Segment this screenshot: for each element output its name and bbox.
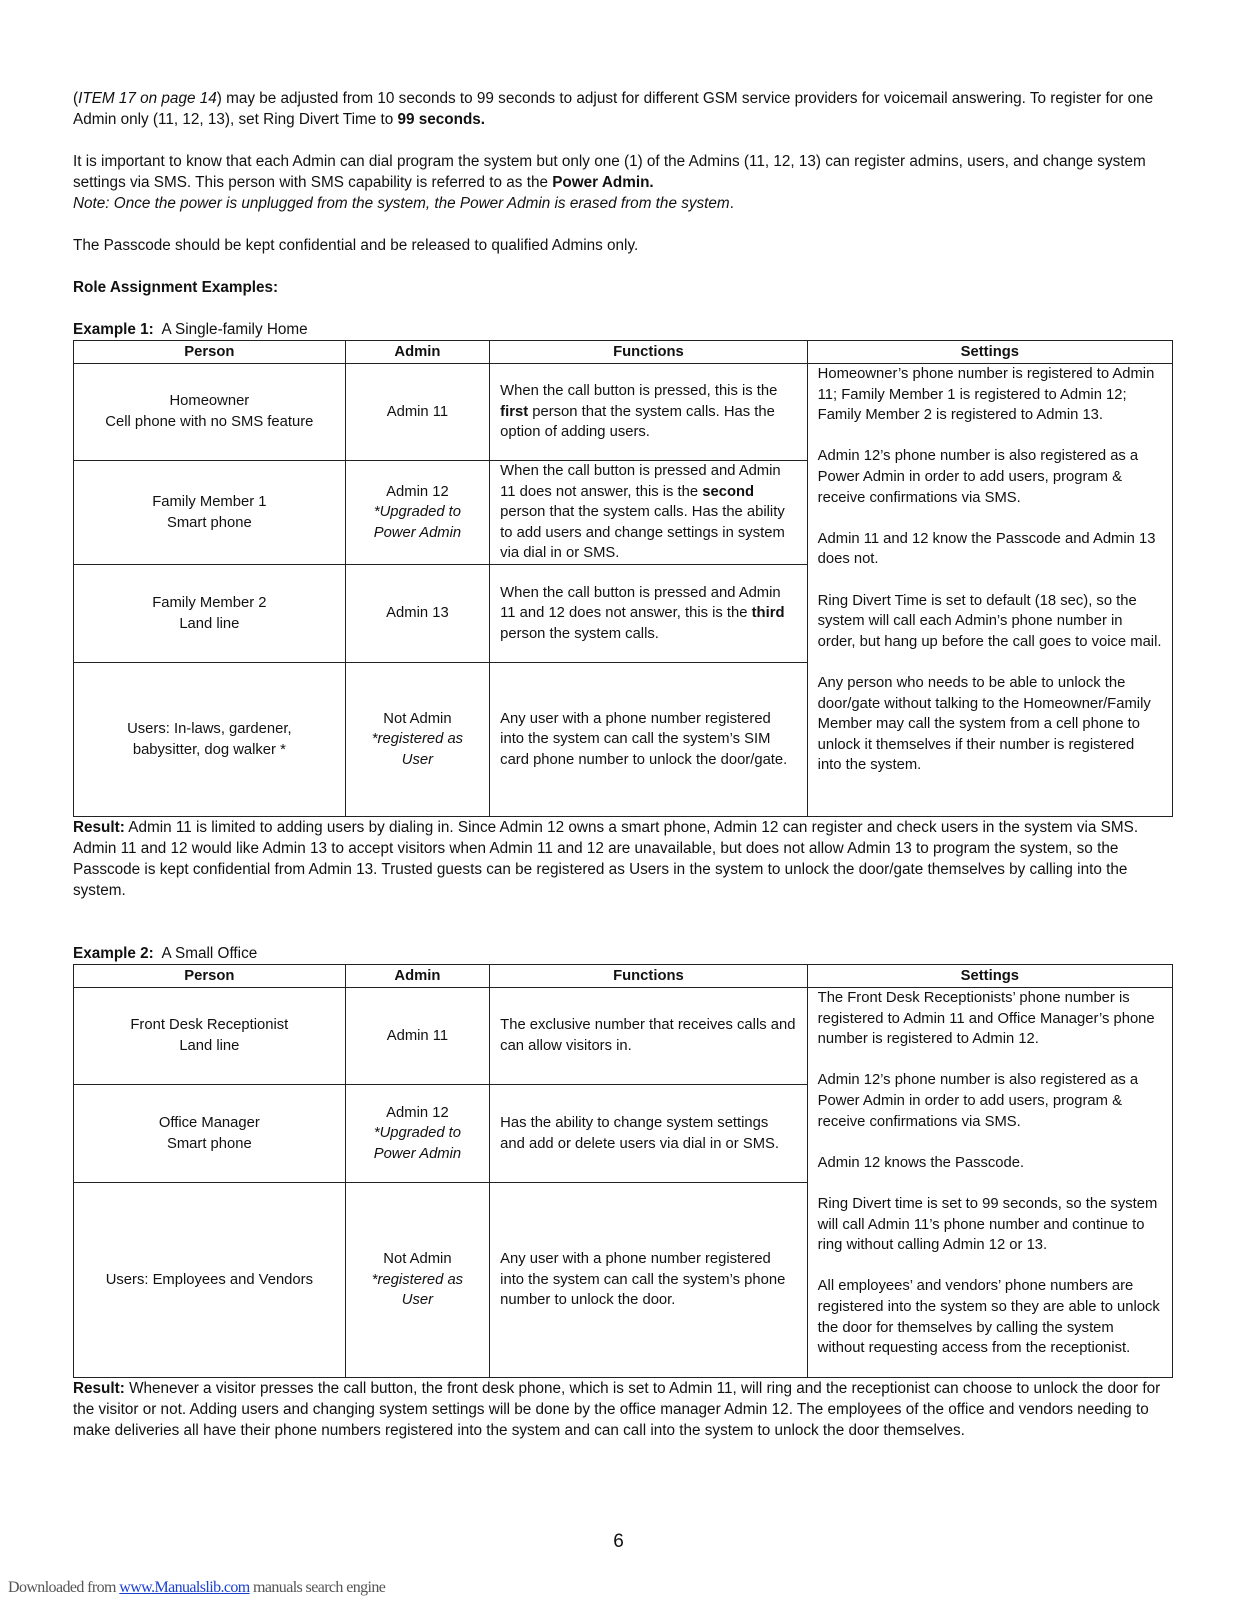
person-cell: Homeowner Cell phone with no SMS feature bbox=[74, 364, 346, 461]
example-2-result: Result: Whenever a visitor presses the call button, the front desk phone, which is set to Admin 11, will ring and the receptionist can choose to unlock the door for the visitor or not. Adding users and changing system settings will be done by the office manager Admin 12. The employees of the office and vendors needing to make deliveries all have their phone numbers registered into the system and can call into the system to unlock the door themselves. bbox=[73, 1380, 1161, 1439]
table-header-row bbox=[74, 965, 1173, 988]
person-cell: Front Desk Receptionist Land line bbox=[74, 988, 346, 1085]
admin-cell: Not Admin *registered as User bbox=[345, 1183, 489, 1378]
person-cell: Family Member 1 Smart phone bbox=[74, 461, 346, 565]
person-cell: Family Member 2 Land line bbox=[74, 565, 346, 663]
header-functions: Functions bbox=[490, 965, 807, 988]
download-footer: Downloaded from www.Manualslib.com manuals search engine bbox=[8, 1579, 386, 1596]
example-1-result: Result: Admin 11 is limited to adding users by dialing in. Since Admin 12 owns a smart phone, Admin 12 can register and check users in the system via SMS. Admin 11 and 12 would like Admin 13 to accept visitors when Admin 11 and 12 are unavailable, but does not allow Admin 13 to program the system, so the Passcode is kept confidential from Admin 13. Trusted guests can be registered as Users in the system to unlock the door/gate themselves by calling into the system. bbox=[73, 819, 1139, 899]
document-page bbox=[73, 88, 1168, 1441]
functions-cell: Has the ability to change system settings and add or delete users via dial in or SMS. bbox=[490, 1085, 807, 1183]
page-number: 6 bbox=[613, 1531, 624, 1552]
section-heading: Role Assignment Examples: bbox=[73, 279, 279, 296]
item-reference: ITEM 17 on page 14 bbox=[78, 90, 217, 107]
functions-cell: The exclusive number that receives calls and can allow visitors in. bbox=[490, 988, 807, 1085]
person-cell: Users: Employees and Vendors bbox=[74, 1183, 346, 1378]
admin-cell: Not Admin *registered as User bbox=[345, 663, 489, 817]
header-settings: Settings bbox=[807, 965, 1172, 988]
intro-paragraph-2: It is important to know that each Admin can dial program the system but only one (1) of the Admins (11, 12, 13) can register admins, users, and change system settings via SMS. This person with SMS capability is referred to as the Power Admin. bbox=[73, 153, 1146, 191]
functions-cell: When the call button is pressed and Admin 11 does not answer, this is the second person that the system calls. Has the ability to add users and change settings in system via dial in or SMS. bbox=[490, 461, 807, 565]
functions-cell: Any user with a phone number registered into the system can call the system’s SIM card phone number to unlock the door/gate. bbox=[490, 663, 807, 817]
table-header-row bbox=[74, 341, 1173, 364]
functions-cell: When the call button is pressed, this is the first person that the system calls. Has the option of adding users. bbox=[490, 364, 807, 461]
header-functions: Functions bbox=[490, 341, 807, 364]
settings-cell: Homeowner’s phone number is registered to Admin 11; Family Member 1 is registered to Admin 12; Family Member 2 is registered to Admin 13. Admin 12’s phone number is also registered as a Power Admin in order to add users, program & receive confirmations via SMS. Admin 11 and 12 know the Passcode and Admin 13 does not. Ring Divert Time is set to default (18 sec), so the system will call each Admin’s phone number in order, but hang up before the call goes to voice mail. Any person who needs to be able to unlock the door/gate without talking to the Homeowner/Family Member may call the system from a cell phone to unlock it themselves if their number is registered into the system. bbox=[807, 364, 1172, 817]
example-2-caption: Example 2: A Small Office bbox=[73, 945, 258, 962]
manualslib-link[interactable]: www.Manualslib.com bbox=[119, 1579, 250, 1596]
example-2-table bbox=[73, 964, 1173, 1378]
example-1-table bbox=[73, 340, 1173, 817]
power-admin-note: Note: Once the power is unplugged from the system, the Power Admin is erased from the system. bbox=[73, 195, 734, 212]
header-admin: Admin bbox=[345, 965, 489, 988]
admin-cell: Admin 11 bbox=[345, 364, 489, 461]
intro-paragraph-1: (ITEM 17 on page 14) may be adjusted from 10 seconds to 99 seconds to adjust for different GSM service providers for voicemail answering. To register for one Admin only (11, 12, 13), set Ring Divert Time to 99 seconds. bbox=[73, 90, 1154, 128]
functions-cell: When the call button is pressed and Admin 11 and 12 does not answer, this is the third person the system calls. bbox=[490, 565, 807, 663]
person-cell: Office Manager Smart phone bbox=[74, 1085, 346, 1183]
person-cell: Users: In-laws, gardener, babysitter, dog walker * bbox=[74, 663, 346, 817]
header-person: Person bbox=[74, 965, 346, 988]
header-admin: Admin bbox=[345, 341, 489, 364]
header-settings: Settings bbox=[807, 341, 1172, 364]
admin-cell: Admin 12 *Upgraded to Power Admin bbox=[345, 1085, 489, 1183]
passcode-paragraph: The Passcode should be kept confidential and be released to qualified Admins only. bbox=[73, 237, 639, 254]
header-person: Person bbox=[74, 341, 346, 364]
table-row bbox=[74, 364, 1173, 461]
admin-cell: Admin 11 bbox=[345, 988, 489, 1085]
table-row bbox=[74, 988, 1173, 1085]
functions-cell: Any user with a phone number registered into the system can call the system’s phone number to unlock the door. bbox=[490, 1183, 807, 1378]
example-1-caption: Example 1: A Single-family Home bbox=[73, 321, 308, 338]
admin-cell: Admin 12 *Upgraded to Power Admin bbox=[345, 461, 489, 565]
settings-cell: The Front Desk Receptionists’ phone number is registered to Admin 11 and Office Manager’s phone number is registered to Admin 12. Admin 12’s phone number is also registered as a Power Admin in order to add users, program & receive confirmations via SMS. Admin 12 knows the Passcode. Ring Divert time is set to 99 seconds, so the system will call Admin 11’s phone number and continue to ring without calling Admin 12 or 13. All employees’ and vendors’ phone numbers are registered into the system so they are able to unlock the door for themselves by calling the system without requesting access from the receptionist. bbox=[807, 988, 1172, 1378]
admin-cell: Admin 13 bbox=[345, 565, 489, 663]
